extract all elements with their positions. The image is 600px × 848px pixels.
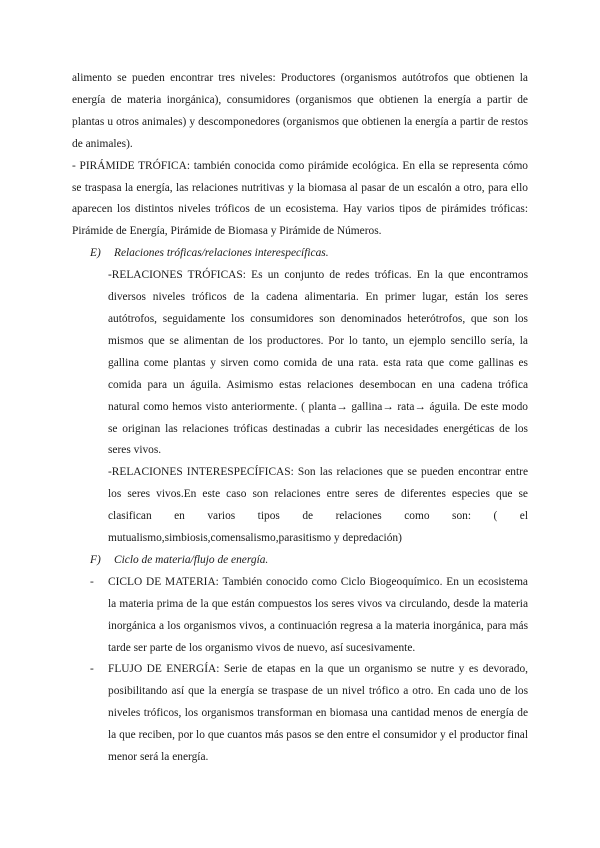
piramide-trofica-paragraph: - PIRÁMIDE TRÓFICA: también conocida como pirámide ecológica. En ella se representa cómo se traspasa la energía, las relaciones nutritivas y la biomasa al pasar de un escalón a otro, para ello aparecen los distintos niveles tróficos de un ecosistema. Hay varios tipos de pirámides tróficas: Pirámide de Energía, Pirámide de Biomasa y Pirámide de Números. [72, 159, 528, 238]
section-e-title: Relaciones tróficas/relaciones interespecíficas. [114, 247, 329, 260]
bullet-dash: - [90, 575, 94, 588]
intro-paragraph: alimento se pueden encontrar tres niveles: Productores (organismos autótrofos que obtienen la energía de materia inorgánica), consumidores (organismos que obtienen la energía a partir de plantas u otros animales) y descomponedores (organismos que obtienen la energía a partir de restos de animales). [72, 72, 528, 150]
section-e-letter: E) [90, 247, 101, 260]
flujo-energia-bullet [72, 659, 528, 769]
ciclo-materia-bullet [72, 572, 528, 660]
relaciones-troficas-paragraph: -RELACIONES TRÓFICAS: Es un conjunto de redes tróficas. En la que encontramos diversos niveles tróficos de la cadena alimentaria. En primer lugar, están los seres autótrofos, seguidamente los consumidores son denominados heterótrofos, que son los mismos que se alimentan de los productores. Por lo tanto, un ejemplo sencillo sería, la gallina come plantas y sirven como comida de una rata. esta rata que come gallinas es comida para un águila. Asimismo estas relaciones desembocan en una cadena trófica natural como hemos visto anteriormente. ( planta→ gallina→ rata→ águila. De este modo se originan las relaciones tróficas destinadas a cubrir las necesidades energéticas de los seres vivos. [108, 269, 528, 457]
flujo-energia-text: FLUJO DE ENERGÍA: Serie de etapas en la que un organismo se nutre y es devorado, posibilitando así que la energía se traspase de un nivel trófico a otro. En cada uno de los niveles tróficos, los organismos transforman en biomasa una cantidad menos de energía de la que reciben, por lo que cuantos más pasos se den entre el consumidor y el productor final menor será la energía. [108, 663, 528, 764]
section-f-title: Ciclo de materia/flujo de energía. [114, 553, 269, 566]
document-body [72, 68, 528, 769]
relaciones-interespecificas-paragraph: -RELACIONES INTERESPECÍFICAS: Son las relaciones que se pueden encontrar entre los seres vivos.En este caso son relaciones entre seres de diferentes especies que se clasifican en varios tipos de relaciones como son: ( el mutualismo,simbiosis,comensalismo,parasitismo y depredación) [108, 466, 528, 545]
section-f-heading [72, 550, 528, 572]
section-e-heading [72, 243, 528, 265]
section-f-letter: F) [90, 553, 101, 566]
bullet-dash: - [90, 663, 94, 676]
ciclo-materia-text: CICLO DE MATERIA: También conocido como Ciclo Biogeoquímico. En un ecosistema la materia prima de la que están compuestos los seres vivos va circulando, desde la materia inorgánica a los organismos vivos, a continuación regresa a la materia inorgánica, para más tarde ser parte de los organismo vivos de nuevo, así sucesivamente. [108, 575, 528, 654]
